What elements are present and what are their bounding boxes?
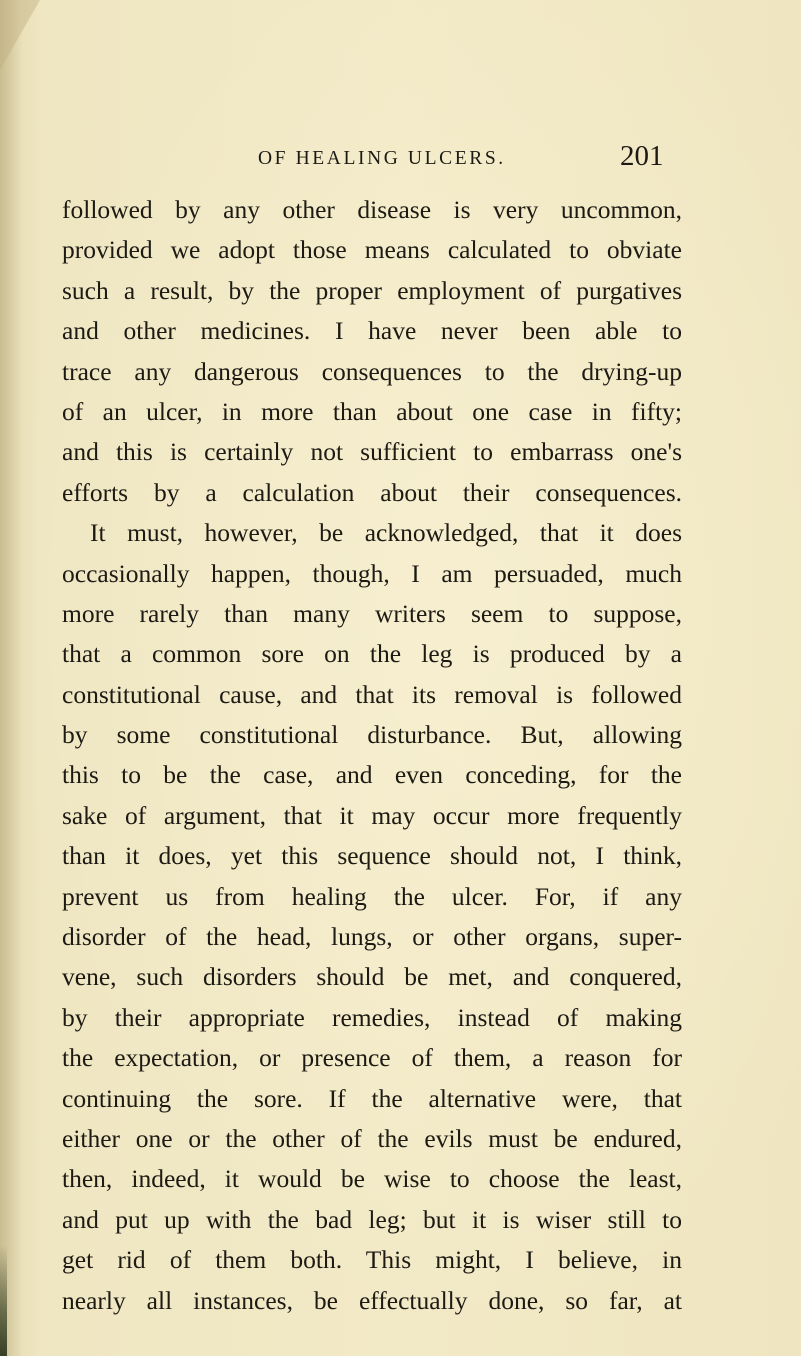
page-number: 201: [620, 140, 664, 172]
text-line: provided we adopt those means calculated to obviate: [62, 235, 682, 265]
text-line: trace any dangerous consequences to the drying-up: [62, 356, 682, 386]
page-header: [0, 140, 801, 180]
text-line: get rid of them both. This might, I believe, in: [62, 1245, 682, 1275]
text-line: prevent us from healing the ulcer. For, if any: [62, 881, 682, 911]
text-line: efforts by a calculation about their consequences.: [62, 477, 682, 507]
body-text: [62, 190, 682, 1321]
text-line: by some constitutional disturbance. But, allowing: [62, 720, 682, 750]
text-line: vene, such disorders should be met, and conquered,: [62, 962, 682, 992]
text-line: this to be the case, and even conceding, for the: [62, 760, 682, 790]
text-line: then, indeed, it would be wise to choose the least,: [62, 1164, 682, 1194]
text-line: followed by any other disease is very uncommon,: [62, 195, 682, 224]
text-line: either one or the other of the evils must be endured,: [62, 1123, 682, 1153]
gutter-shadow: [0, 0, 22, 1356]
text-line: sake of argument, that it may occur more frequently: [62, 800, 682, 830]
paragraph-start-line: It must, however, be acknowledged, that it does: [90, 518, 682, 548]
text-line: and other medicines. I have never been able to: [62, 316, 682, 346]
text-line: such a result, by the proper employment of purgatives: [62, 275, 682, 305]
text-line: and put up with the bad leg; but it is wiser still to: [62, 1204, 682, 1234]
page-edge-stain: [0, 1246, 7, 1356]
text-line: by their appropriate remedies, instead of making: [62, 1002, 682, 1032]
text-line: occasionally happen, though, I am persuaded, much: [62, 558, 682, 588]
text-line: disorder of the head, lungs, or other organs, super-: [62, 922, 682, 952]
running-head: OF HEALING ULCERS.: [258, 148, 506, 169]
text-line: of an ulcer, in more than about one case in fifty;: [62, 396, 682, 426]
text-line: that a common sore on the leg is produced by a: [62, 639, 682, 669]
text-line: nearly all instances, be effectually done, so far, at: [62, 1285, 682, 1315]
text-line: the expectation, or presence of them, a reason for: [62, 1043, 682, 1073]
text-line: than it does, yet this sequence should not, I think,: [62, 841, 682, 871]
text-line: more rarely than many writers seem to suppose,: [62, 598, 682, 628]
text-line: and this is certainly not sufficient to embarrass one's: [62, 437, 682, 467]
text-line: constitutional cause, and that its removal is followed: [62, 679, 682, 709]
text-line: continuing the sore. If the alternative were, that: [62, 1083, 682, 1113]
page-corner-fold: [0, 0, 40, 70]
